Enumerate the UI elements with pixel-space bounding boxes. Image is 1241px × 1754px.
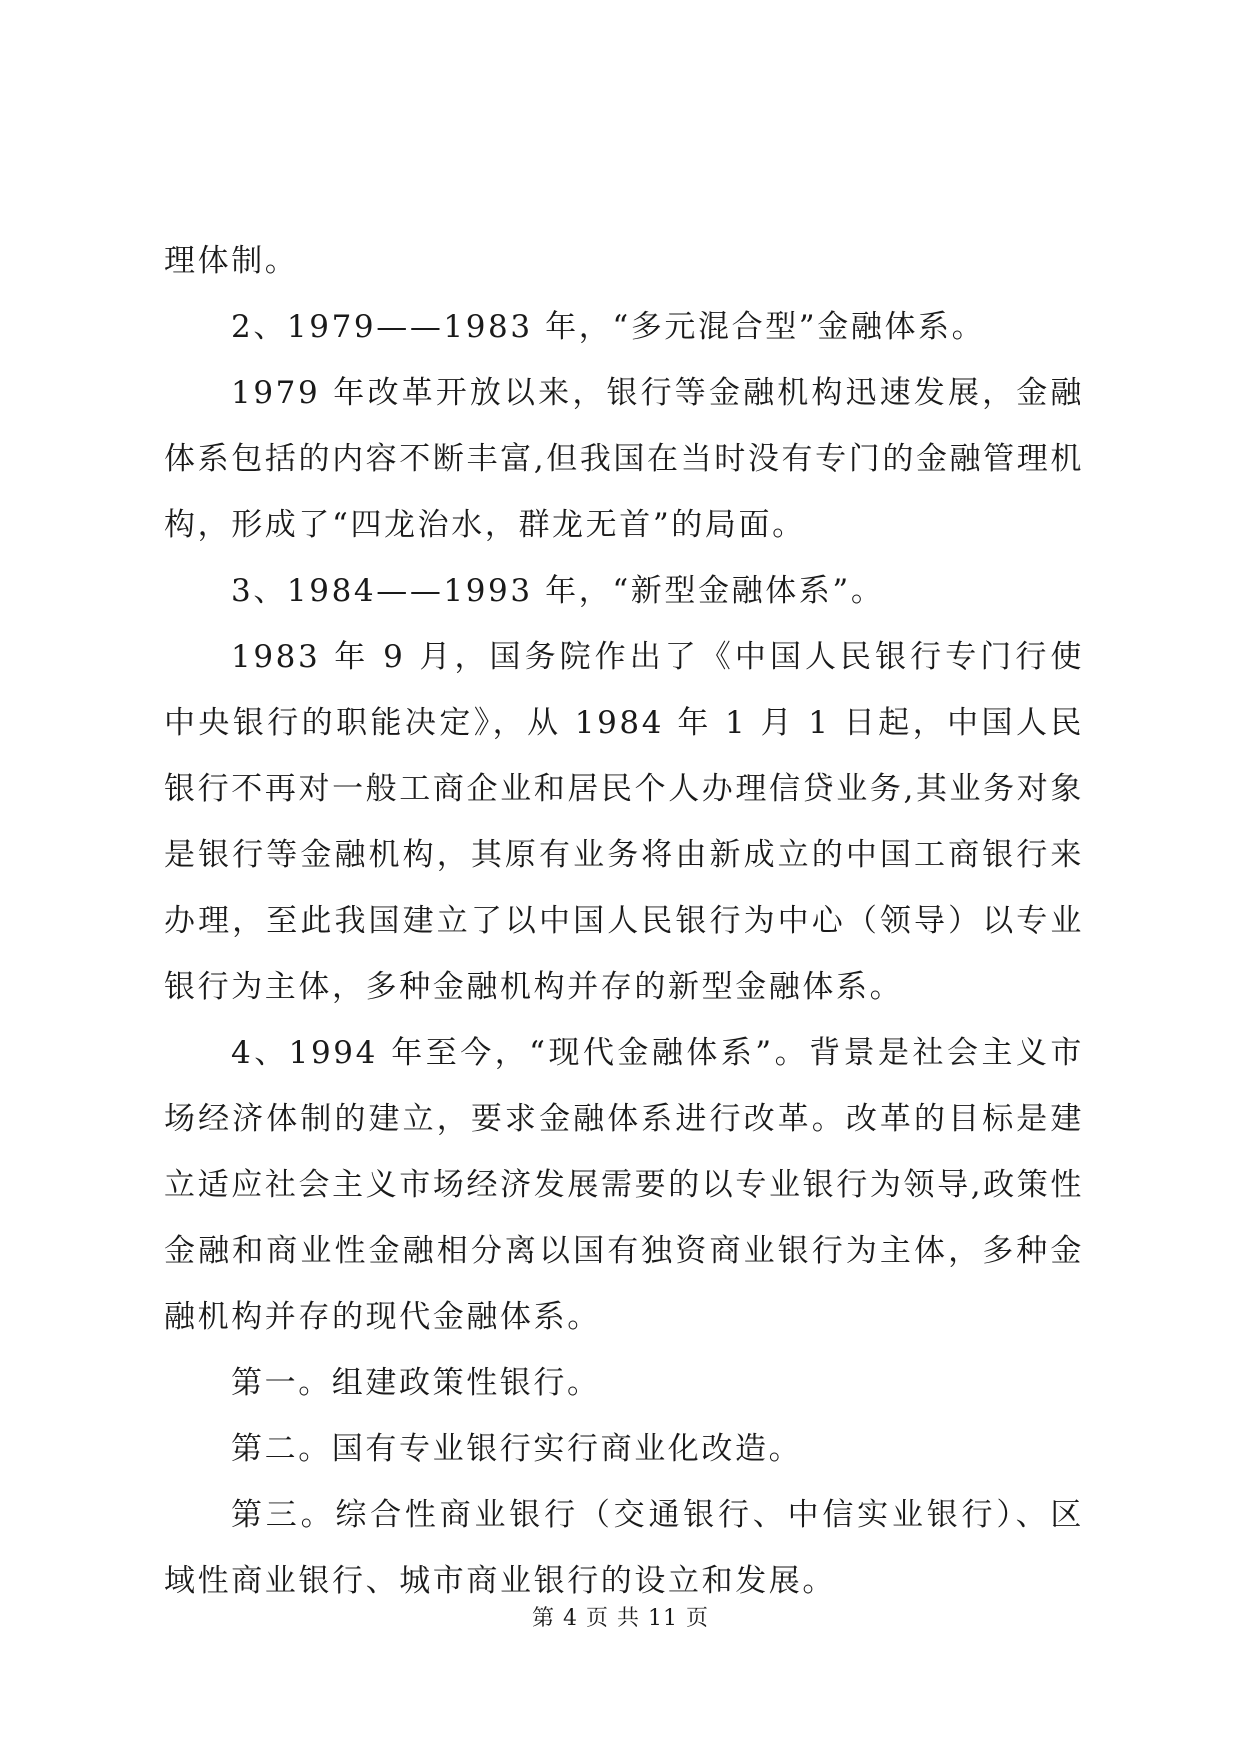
paragraph-5: 1983 年 9 月，国务院作出了《中国人民银行专门行使中央银行的职能决定》，从 1984 年 1 月 1 日起，中国人民银行不再对一般工商企业和居民个人办理信贷业务,其业务对象是银行等金融机构，其原有业务将由新成立的中国工商银行来办理，至此我国建立了以中国人民银行为中心（领导）以专业银行为主体，多种金融机构并存的新型金融体系。 <box>164 639 1084 1005</box>
paragraph-6: 4、1994 年至今，“现代金融体系”。背景是社会主义市场经济体制的建立，要求金融体系进行改革。改革的目标是建立适应社会主义市场经济发展需要的以专业银行为领导,政策性金融和商业性金融相分离以国有独资商业银行为主体，多种金融机构并存的现代金融体系。 <box>164 1035 1084 1335</box>
paragraph-2: 2、1979——1983 年，“多元混合型”金融体系。 <box>231 309 986 345</box>
paragraph-9: 第三。综合性商业银行（交通银行、中信实业银行）、区域性商业银行、城市商业银行的设立和发展。 <box>164 1497 1084 1599</box>
paragraph-3: 1979 年改革开放以来，银行等金融机构迅速发展，金融体系包括的内容不断丰富,但我国在当时没有专门的金融管理机构，形成了“四龙治水，群龙无首”的局面。 <box>164 375 1084 543</box>
page-footer <box>0 1604 1241 1634</box>
paragraph-7: 第一。组建政策性银行。 <box>231 1365 601 1401</box>
document-body <box>164 228 1084 1614</box>
paragraph-1: 理体制。 <box>164 243 299 279</box>
page-number-label: 第 4 页 共 11 页 <box>532 1606 709 1631</box>
paragraph-8: 第二。国有专业银行实行商业化改造。 <box>231 1431 803 1467</box>
paragraph-4: 3、1984——1993 年，“新型金融体系”。 <box>231 573 885 609</box>
